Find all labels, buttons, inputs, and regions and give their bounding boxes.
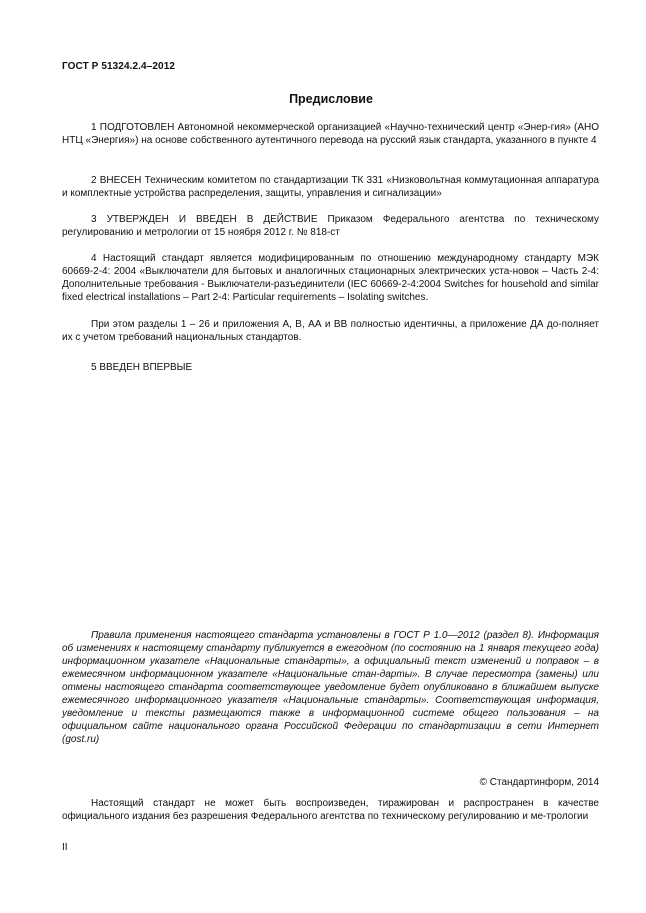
- page-number: II: [62, 842, 68, 853]
- application-rules-notice: Правила применения настоящего стандарта установлены в ГОСТ Р 1.0—2012 (раздел 8). Информация об изменениях к настоящему стандарту публикуется в ежегодном (по состоянию на 1 января текущего года) информационном указателе «Национальные стандарты», а официальный текст изменений и поправок – в ежемесячном информационном указателе «Национальные стан-дарты». В случае пересмотра (замены) или отмены настоящего стандарта соответствующее уведомление будет опубликовано в ближайшем выпуске ежемесячного информационного указателя «Национальные стандарты». Соответствующая информация, уведомление и тексты размещаются также в информационной системе общего пользования – на официальном сайте национального органа Российской Федерации по стандартизации в сети Интернет (gost.ru): [62, 630, 599, 745]
- paragraph-standard-relation: 4 Настоящий стандарт является модифицированным по отношению международному стандарту МЭК 60669-2-4: 2004 «Выключатели для бытовых и аналогичных стационарных электрических уста-новок – Часть 2-4: Дополнительные требования - Выключатели-разъединители (IEC 60669-2-4:2004 Switches for household and similar fixed electrical installations – Part 2-4: Particular requirements – Isolating switches.: [62, 253, 599, 303]
- paragraph-sections-identical: При этом разделы 1 – 26 и приложения А, В, АА и ВВ полностью идентичны, а приложение ДА до-полняет их с учетом требований национальных стандартов.: [62, 319, 599, 343]
- paragraph-prepared: 1 ПОДГОТОВЛЕН Автономной некоммерческой организацией «Научно-технический центр «Энер-гия» (АНО НТЦ «Энергия») на основе собственного аутентичного перевода на русский язык стандарта, указанного в пункте 4: [62, 122, 599, 146]
- paragraph-introduced-first: 5 ВВЕДЕН ВПЕРВЫЕ: [91, 362, 193, 373]
- reproduction-notice: Настоящий стандарт не может быть воспроизведен, тиражирован и распространен в качестве официального издания без разрешения Федерального агентства по техническому регулированию и ме-трологии: [62, 798, 599, 822]
- paragraph-submitted: 2 ВНЕСЕН Техническим комитетом по стандартизации ТК 331 «Низковольтная коммутационная аппаратура и комплектные устройства распределения, защиты, управления и сигнализации»: [62, 175, 599, 199]
- paragraph-approved: 3 УТВЕРЖДЕН И ВВЕДЕН В ДЕЙСТВИЕ Приказом Федерального агентства по техническому регулированию и метрологии от 15 ноября 2012 г. № 818-ст: [62, 214, 599, 238]
- page-title: Предисловие: [289, 92, 373, 106]
- document-code: ГОСТ Р 51324.2.4–2012: [62, 61, 176, 72]
- copyright-line: © Стандартинформ, 2014: [479, 777, 599, 788]
